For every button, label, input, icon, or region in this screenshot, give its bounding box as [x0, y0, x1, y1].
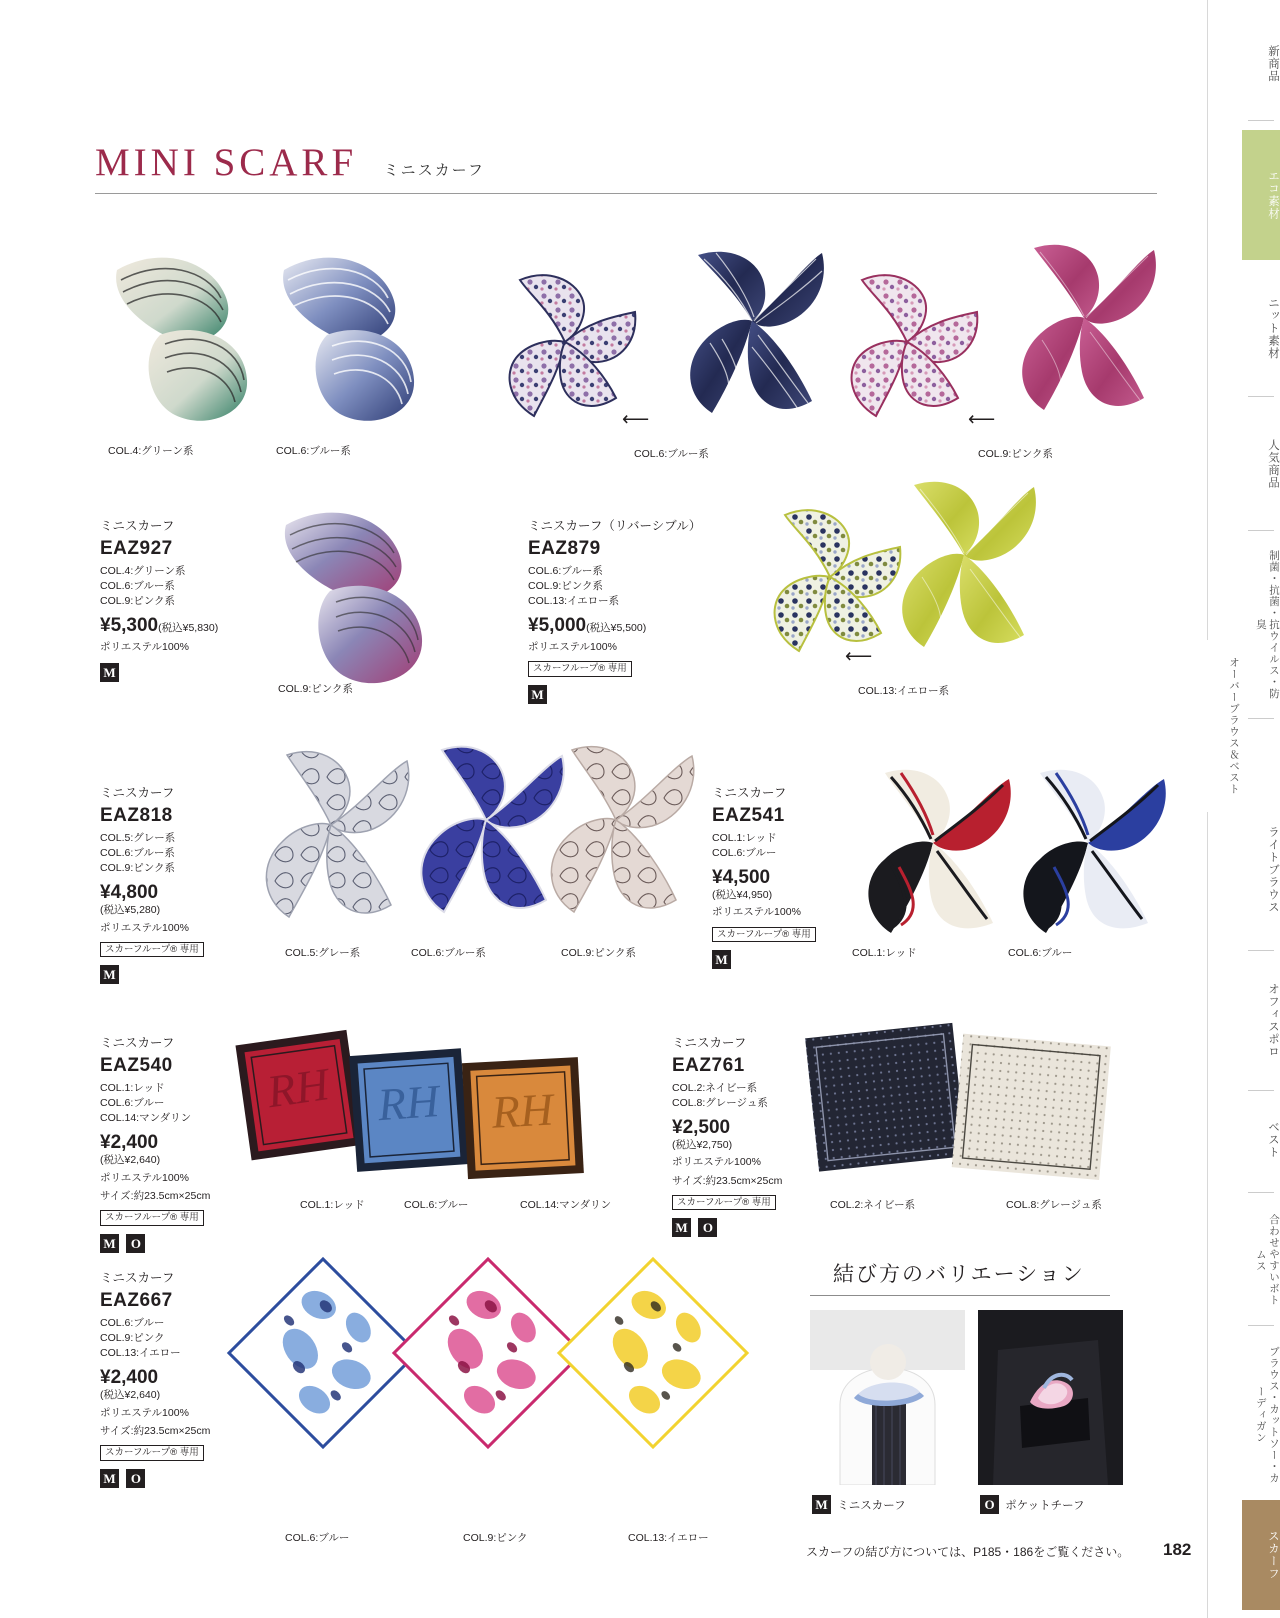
product-price-tax: (税込¥5,280) [100, 904, 161, 917]
caption-eaz927-pink: COL.9:ピンク系 [278, 683, 354, 695]
page-title-sub: ミニスカーフ [383, 162, 485, 179]
tab-divider-8 [1248, 1192, 1274, 1193]
product-color-0: COL.1:レッド [100, 1081, 165, 1094]
product-color-2: COL.13:イエロー系 [528, 594, 620, 607]
svg-text:RH: RH [376, 1075, 441, 1131]
product-color-0: COL.1:レッド [712, 831, 777, 844]
caption-eaz879-blue: COL.6:ブルー系 [634, 448, 709, 460]
svg-text:RH: RH [490, 1083, 555, 1138]
caption-eaz879-yellow: COL.13:イエロー系 [858, 685, 950, 697]
side-tab-6[interactable]: ライトブラウス [1242, 800, 1280, 940]
product-price-value: ¥2,500 [672, 1116, 731, 1138]
variation-item-1 [980, 1495, 1085, 1514]
product-info-eaz879 [528, 518, 713, 704]
caption-eaz540-blue: COL.6:ブルー [404, 1199, 469, 1211]
product-photo-eaz667-yellow [557, 1257, 749, 1449]
product-color-0: COL.2:ネイビー系 [672, 1081, 758, 1094]
product-name: ミニスカーフ [100, 519, 175, 533]
tab-divider-6 [1248, 950, 1274, 951]
product-name: ミニスカーフ [100, 786, 175, 800]
product-size: サイズ:約23.5cm×25cm [672, 1174, 783, 1187]
tab-divider-7 [1248, 1090, 1274, 1091]
scarf-loop-badge: スカーフループ® 専用 [100, 1210, 204, 1226]
product-icons [528, 685, 713, 704]
product-price-value: ¥4,500 [712, 866, 771, 888]
footer-note: スカーフの結び方については、P185・186をご覧ください。 [806, 1545, 1130, 1559]
product-photo-eaz879-yellow [880, 475, 1050, 670]
icon-badge-m: M [712, 950, 731, 969]
reversible-arrow-icon-2: ⟵ [968, 409, 996, 430]
tab-divider-9 [1248, 1325, 1274, 1326]
caption-eaz927-blue: COL.6:ブルー系 [276, 445, 351, 457]
side-tab-8[interactable]: ベスト [1242, 1100, 1280, 1180]
side-tab-11[interactable]: スカーフ [1242, 1500, 1280, 1610]
icon-badge-o: O [980, 1495, 999, 1514]
side-tab-rail [1207, 0, 1280, 1618]
caption-eaz818-blue: COL.6:ブルー系 [411, 947, 486, 959]
icon-badge-m: M [672, 1218, 691, 1237]
product-color-0: COL.5:グレー系 [100, 831, 176, 844]
variation-panel-title: 結び方のバリエーション [833, 1263, 1085, 1286]
product-price-value: ¥5,000 [528, 615, 587, 637]
product-name: ミニスカーフ [712, 786, 787, 800]
product-icons [100, 965, 285, 984]
product-photo-eaz927-green [105, 240, 260, 430]
product-photo-eaz927-blue [272, 240, 427, 430]
icon-badge-o: O [126, 1234, 145, 1253]
title-divider [95, 193, 1157, 194]
product-icons [100, 1469, 285, 1488]
caption-eaz761-greige: COL.8:グレージュ系 [1006, 1199, 1102, 1211]
product-price [528, 616, 713, 637]
page-title-main: MINI SCARF [95, 141, 358, 184]
variation-photo-mini-scarf [810, 1310, 965, 1485]
product-photo-eaz818-pink [530, 730, 705, 930]
product-code: EAZ761 [672, 1054, 745, 1076]
side-tab-3[interactable]: 人気商品 [1242, 408, 1280, 520]
side-tab-5[interactable]: オーバーブラウス＆ベスト [1200, 640, 1240, 812]
icon-badge-m: M [100, 965, 119, 984]
caption-eaz541-blue: COL.6:ブルー [1008, 947, 1073, 959]
product-name: ミニスカーフ [672, 1036, 747, 1050]
icon-badge-m: M [100, 1234, 119, 1253]
variation-item-0 [812, 1495, 906, 1514]
caption-eaz761-navy: COL.2:ネイビー系 [830, 1199, 916, 1211]
product-price-tax: (税込¥2,750) [672, 1138, 733, 1151]
caption-eaz818-grey: COL.5:グレー系 [285, 947, 361, 959]
variation-item-label: ミニスカーフ [837, 1500, 906, 1512]
product-photo-eaz927-pink [272, 495, 442, 695]
product-price-value: ¥4,800 [100, 882, 159, 904]
product-material: ポリエステル100% [100, 921, 189, 934]
page-title [95, 140, 1155, 185]
reversible-arrow-icon-3: ⟵ [845, 646, 873, 667]
product-price-tax: (税込¥2,640) [100, 1389, 161, 1402]
scarf-loop-badge: スカーフループ® 専用 [100, 1445, 204, 1461]
product-material: ポリエステル100% [100, 1406, 189, 1419]
product-size: サイズ:約23.5cm×25cm [100, 1189, 211, 1202]
product-color-0: COL.6:ブルー [100, 1316, 165, 1329]
product-size: サイズ:約23.5cm×25cm [100, 1424, 211, 1437]
product-material: ポリエステル100% [528, 641, 617, 654]
caption-eaz540-mandarin: COL.14:マンダリン [520, 1199, 612, 1211]
product-photo-eaz541-blue [1000, 755, 1175, 935]
product-color-1: COL.8:グレージュ系 [672, 1096, 768, 1109]
side-tab-9[interactable]: 合わせやすいボトムス [1236, 1205, 1280, 1315]
side-tab-4[interactable]: 制菌・抗菌・抗ウイルス・防臭 [1232, 540, 1280, 710]
product-name: ミニスカーフ（リバーシブル） [528, 519, 702, 533]
reversible-arrow-icon-1: ⟵ [622, 409, 650, 430]
product-code: EAZ927 [100, 537, 173, 559]
svg-text:RH: RH [264, 1058, 332, 1118]
product-name: ミニスカーフ [100, 1036, 175, 1050]
product-color-0: COL.6:ブルー系 [528, 564, 603, 577]
scarf-loop-badge: スカーフループ® 専用 [100, 942, 204, 958]
variation-panel-divider [810, 1295, 1110, 1296]
product-material: ポリエステル100% [100, 641, 189, 654]
product-color-2: COL.9:ピンク系 [100, 594, 176, 607]
side-tab-1[interactable]: エコ素材 [1242, 130, 1280, 260]
product-price-value: ¥2,400 [100, 1132, 159, 1154]
caption-eaz667-blue: COL.6:ブルー [285, 1532, 350, 1544]
icon-badge-m: M [812, 1495, 831, 1514]
side-tab-7[interactable]: オフィスポロ [1242, 960, 1280, 1080]
tab-divider-2 [1248, 396, 1274, 397]
product-photo-eaz667-pink [392, 1257, 584, 1449]
product-price-tax: (税込¥2,640) [100, 1154, 161, 1167]
product-name: ミニスカーフ [100, 1271, 175, 1285]
product-photo-eaz540-mandarin [455, 1050, 595, 1190]
product-color-1: COL.6:ブルー系 [100, 579, 175, 592]
product-code: EAZ667 [100, 1289, 173, 1311]
product-photo-eaz761-greige [945, 1030, 1120, 1190]
product-code: EAZ879 [528, 537, 601, 559]
caption-eaz541-red: COL.1:レッド [852, 947, 917, 959]
icon-badge-o: O [698, 1218, 717, 1237]
product-color-2: COL.14:マンダリン [100, 1111, 192, 1124]
side-tab-2[interactable]: ニット素材 [1242, 272, 1280, 384]
product-color-1: COL.6:ブルー系 [100, 846, 175, 859]
caption-eaz879-pink: COL.9:ピンク系 [978, 448, 1054, 460]
product-price [100, 616, 285, 637]
caption-eaz927-green: COL.4:グリーン系 [108, 445, 194, 457]
product-color-0: COL.4:グリーン系 [100, 564, 186, 577]
icon-badge-o: O [126, 1469, 145, 1488]
product-photo-eaz541-red [845, 755, 1020, 935]
scarf-loop-badge: スカーフループ® 専用 [672, 1195, 776, 1211]
icon-badge-m: M [100, 663, 119, 682]
side-tab-10[interactable]: ブラウス・カットソー・カーディガン [1234, 1335, 1280, 1495]
tab-divider-3 [1248, 530, 1274, 531]
product-code: EAZ818 [100, 804, 173, 826]
caption-eaz667-yellow: COL.13:イエロー [628, 1532, 709, 1544]
product-price-tax: (税込¥5,830) [158, 622, 219, 635]
scarf-loop-badge: スカーフループ® 専用 [712, 927, 816, 943]
scarf-loop-badge: スカーフループ® 専用 [528, 661, 632, 677]
product-photo-eaz879-magenta [1000, 238, 1170, 428]
caption-eaz818-pink: COL.9:ピンク系 [561, 947, 637, 959]
page-number: 182 [1163, 1540, 1192, 1559]
caption-eaz667-pink: COL.9:ピンク [463, 1532, 528, 1544]
product-code: EAZ540 [100, 1054, 173, 1076]
tab-divider-0 [1248, 120, 1274, 121]
product-price-value: ¥5,300 [100, 615, 159, 637]
variation-item-label: ポケットチーフ [1005, 1500, 1085, 1512]
product-color-2: COL.9:ピンク系 [100, 861, 176, 874]
product-color-2: COL.13:イエロー [100, 1346, 181, 1359]
product-material: ポリエステル100% [100, 1171, 189, 1184]
product-color-1: COL.6:ブルー [712, 846, 777, 859]
product-color-1: COL.9:ピンク系 [528, 579, 604, 592]
icon-badge-m: M [100, 1469, 119, 1488]
product-icons [100, 663, 285, 682]
product-icons [100, 1234, 285, 1253]
product-icons [672, 1218, 857, 1237]
product-code: EAZ541 [712, 804, 785, 826]
product-color-1: COL.9:ピンク [100, 1331, 165, 1344]
tab-divider-4 [1248, 718, 1274, 719]
icon-badge-m: M [528, 685, 547, 704]
product-info-eaz927 [100, 518, 285, 682]
side-tab-0[interactable]: 新商品 [1242, 18, 1280, 110]
product-price-value: ¥2,400 [100, 1367, 159, 1389]
product-photo-eaz818-grey [245, 735, 420, 935]
product-color-1: COL.6:ブルー [100, 1096, 165, 1109]
product-price-tax: (税込¥5,500) [586, 622, 647, 635]
product-material: ポリエステル100% [672, 1156, 761, 1169]
variation-photo-pocket-chief [978, 1310, 1123, 1485]
product-material: ポリエステル100% [712, 906, 801, 919]
caption-eaz540-red: COL.1:レッド [300, 1199, 365, 1211]
product-price-tax: (税込¥4,950) [712, 888, 773, 901]
